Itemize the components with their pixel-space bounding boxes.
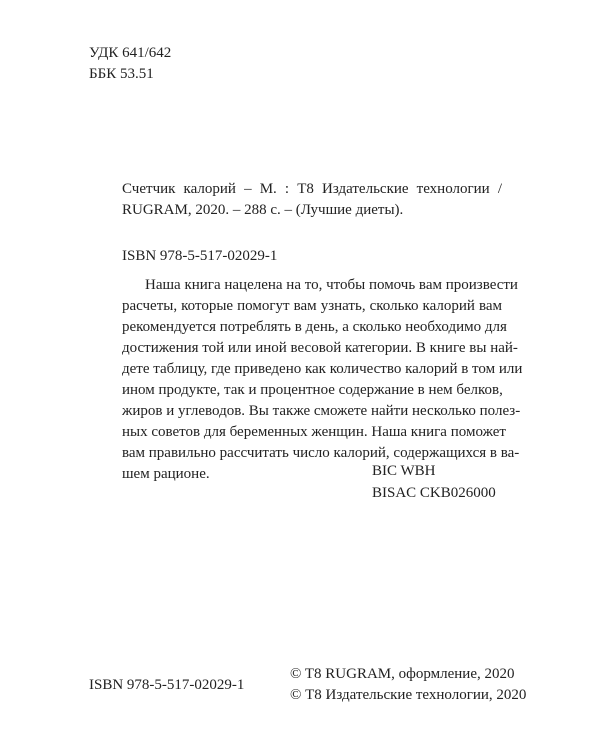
- biblio-line-2: RUGRAM, 2020. – 288 с. – (Лучшие диеты).: [122, 202, 404, 218]
- bisac-code: BISAC CKB026000: [372, 485, 496, 501]
- annotation-line: расчеты, которые помогут вам узнать, сколько калорий вам: [122, 298, 502, 314]
- isbn-bottom: ISBN 978-5-517-02029-1: [89, 677, 245, 693]
- copyright-block: [290, 664, 526, 706]
- annotation-line: рекомендуется потреблять в день, а сколько необходимо для: [122, 319, 507, 335]
- bic-code: BIC WBH: [372, 463, 436, 479]
- subject-classification: [372, 460, 496, 504]
- copyright-line-1: © T8 RUGRAM, оформление, 2020: [290, 666, 515, 682]
- annotation-line: дете таблицу, где приведено как количество калорий в том или: [122, 361, 523, 377]
- udk-code: УДК 641/642: [89, 45, 172, 61]
- bbk-code: ББК 53.51: [89, 66, 154, 82]
- annotation-line: ином продукте, так и процентное содержание в нем белков,: [122, 382, 503, 398]
- bibliographic-record: [122, 179, 502, 221]
- annotation-line: ных советов для беременных женщин. Наша книга поможет: [122, 424, 506, 440]
- copyright-line-2: © Т8 Издательские технологии, 2020: [290, 687, 527, 703]
- biblio-line-1: Счетчик калорий – М. : Т8 Издательские технологии /: [122, 181, 502, 197]
- annotation-line: жиров и углеводов. Вы также сможете найти несколько полез-: [122, 403, 521, 419]
- annotation-line: Наша книга нацелена на то, чтобы помочь вам произвести: [145, 277, 518, 293]
- annotation-line: достижения той или иной весовой категории. В книге вы най-: [122, 340, 518, 356]
- annotation-line: шем рационе.: [122, 466, 210, 482]
- isbn-main: ISBN 978-5-517-02029-1: [122, 248, 278, 264]
- annotation: [122, 275, 523, 485]
- classification-codes: [89, 43, 171, 85]
- annotation-line: вам правильно рассчитать число калорий, содержащихся в ва-: [122, 445, 520, 461]
